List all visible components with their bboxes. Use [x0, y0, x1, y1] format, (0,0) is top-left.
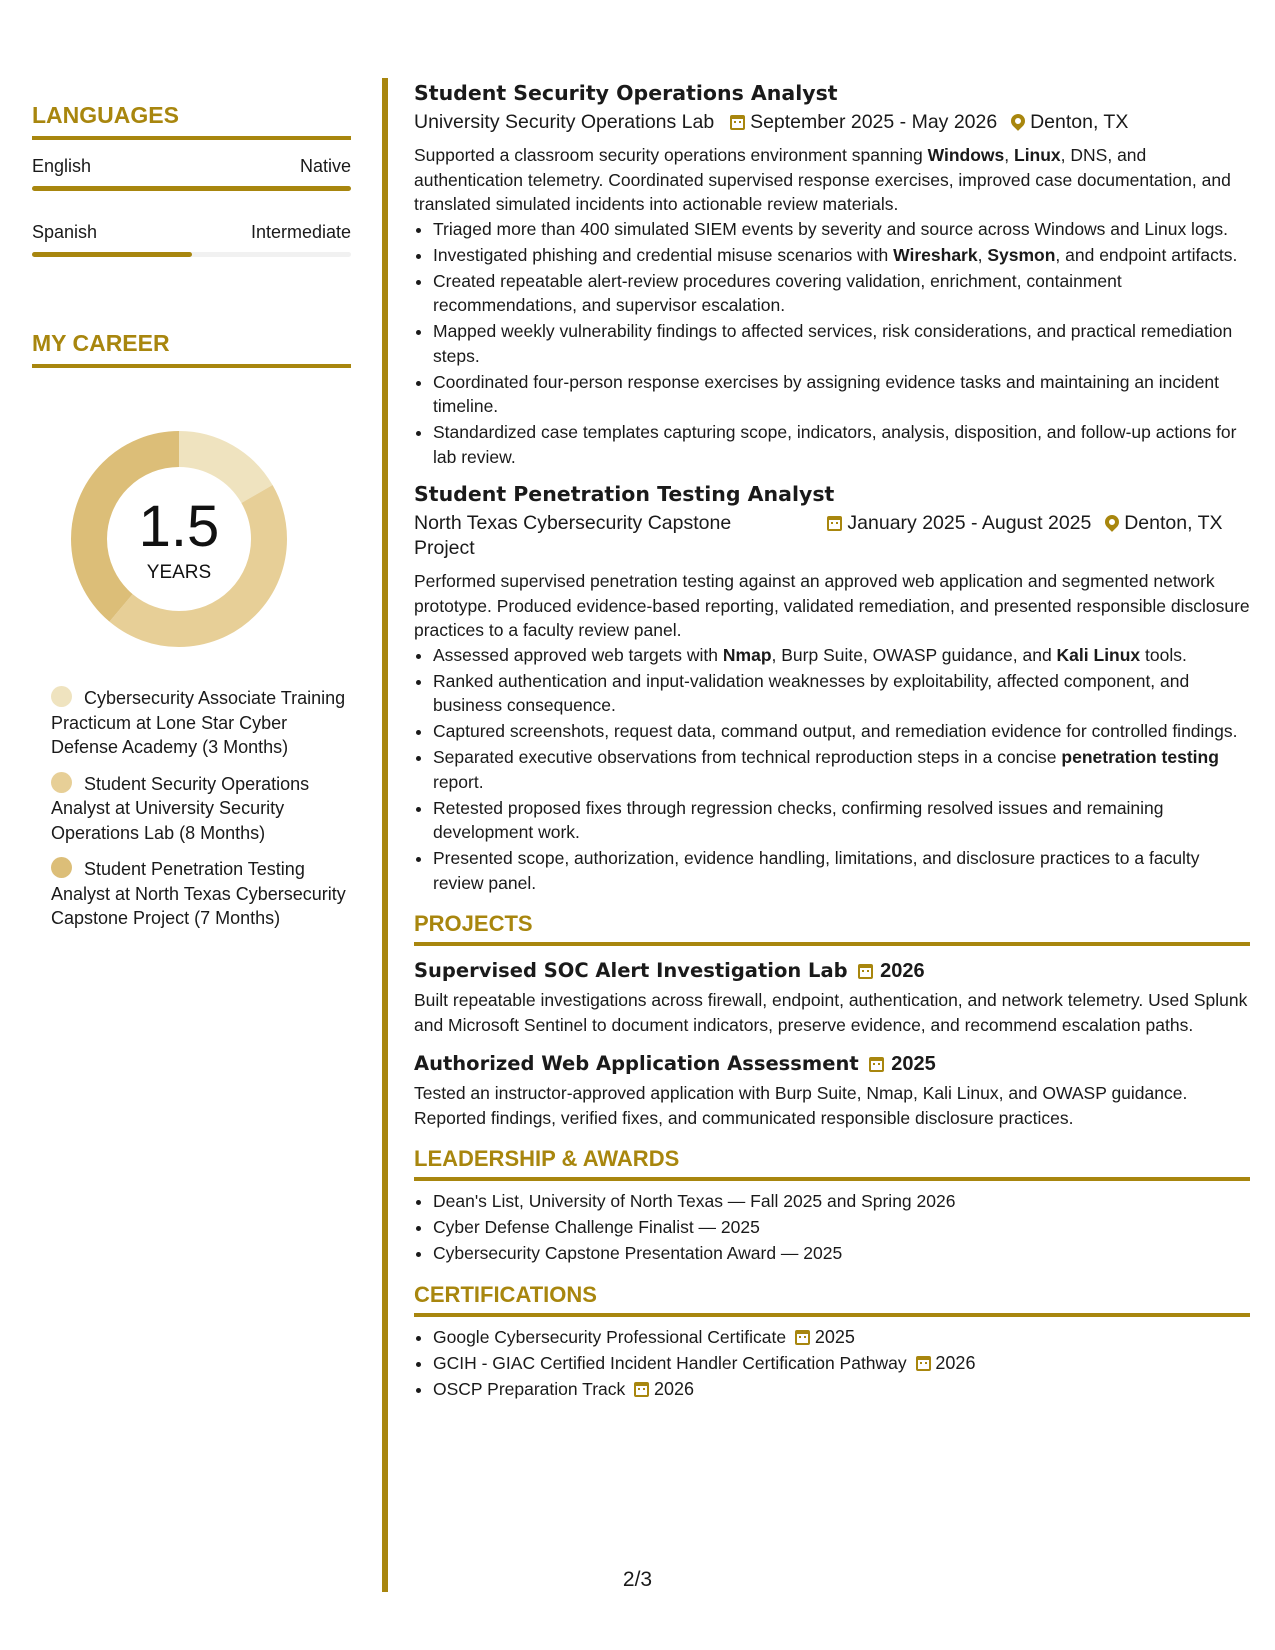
job-location: Denton, TX — [1030, 111, 1129, 133]
legend-dot — [51, 857, 72, 878]
job-meta — [414, 511, 1250, 561]
job-organization: University Security Operations Lab — [414, 111, 715, 133]
project-entry — [414, 956, 1250, 1037]
job-bullet: • Separated executive observations from technical reproduction steps in a concise penetration testing report. — [433, 745, 1250, 794]
job-bullet: • Presented scope, authorization, evidence handling, limitations, and disclosure practices to a faculty review panel. — [433, 846, 1250, 895]
certifications-list — [414, 1325, 1250, 1402]
career-item-text: Cybersecurity Associate Training Practicum at Lone Star Cyber Defense Academy (3 Months) — [51, 688, 346, 757]
certification-item — [433, 1351, 1250, 1376]
language-bar-fill — [32, 186, 351, 191]
certifications-heading: CERTIFICATIONS — [414, 1282, 1250, 1317]
certification-year: 2025 — [814, 1326, 855, 1347]
job-dates: September 2025 - May 2026 — [750, 111, 998, 133]
job-meta — [414, 110, 1250, 135]
page-number: 2/3 — [622, 1568, 653, 1591]
language-level: Intermediate — [250, 222, 351, 242]
career-donut-chart — [66, 426, 292, 652]
location-pin-icon — [1102, 512, 1122, 532]
awards-heading: LEADERSHIP & AWARDS — [414, 1146, 1250, 1181]
career-legend-item — [51, 772, 351, 846]
languages-heading: LANGUAGES — [32, 102, 351, 140]
location-pin-icon — [1008, 111, 1028, 131]
column-divider — [382, 78, 388, 1592]
job-bullets — [414, 643, 1250, 896]
project-title: Authorized Web Application Assessment — [414, 1052, 859, 1075]
calendar-icon — [795, 1330, 810, 1345]
project-description: Built repeatable investigations across firewall, endpoint, authentication, and network telemetry. Used Splunk and Microsoft Sentinel to document indicators, preserve evidence, and recommend escalation paths. — [414, 990, 1248, 1035]
job-title: Student Security Operations Analyst — [414, 81, 838, 105]
certification-year: 2026 — [654, 1378, 695, 1399]
language-name: Spanish — [32, 222, 98, 242]
career-legend-item — [51, 686, 351, 760]
job-dates-location — [827, 511, 1222, 536]
job-bullet: • Mapped weekly vulnerability findings to affected services, risk considerations, and practical remediation steps. — [433, 319, 1250, 368]
job-entry — [414, 479, 1250, 895]
right-column — [414, 78, 1250, 1403]
calendar-icon — [730, 115, 745, 130]
project-year: 2026 — [880, 960, 925, 982]
job-entry — [414, 78, 1250, 469]
job-title: Student Penetration Testing Analyst — [414, 482, 835, 506]
job-bullet: • Retested proposed fixes through regression checks, confirming resolved issues and remaining development work. — [433, 796, 1250, 845]
awards-list — [414, 1189, 1250, 1266]
certification-name: GCIH - GIAC Certified Incident Handler Certification Pathway — [433, 1352, 907, 1373]
career-item-text: Student Penetration Testing Analyst at North Texas Cybersecurity Capstone Project (7 Months) — [51, 859, 346, 928]
job-bullet: • Captured screenshots, request data, command output, and remediation evidence for controlled findings. — [433, 719, 1250, 744]
calendar-icon — [869, 1057, 884, 1072]
project-title-line — [414, 956, 1250, 986]
calendar-icon — [858, 964, 873, 979]
award-item: • Dean's List, University of North Texas — Fall 2025 and Spring 2026 — [433, 1189, 1250, 1214]
certification-item — [433, 1325, 1250, 1350]
job-organization: North Texas Cybersecurity Capstone Project — [414, 512, 732, 559]
job-bullet: • Standardized case templates capturing scope, indicators, analysis, disposition, and follow-up actions for lab review. — [433, 420, 1250, 469]
certification-name: Google Cybersecurity Professional Certificate — [433, 1326, 787, 1347]
language-bar-fill — [32, 252, 192, 257]
job-dates: January 2025 - August 2025 — [847, 512, 1092, 534]
award-item: • Cybersecurity Capstone Presentation Award — 2025 — [433, 1241, 1250, 1266]
job-bullet: • Coordinated four-person response exercises by assigning evidence tasks and maintaining an incident timeline. — [433, 370, 1250, 419]
projects-heading: PROJECTS — [414, 911, 1250, 946]
language-bar — [32, 252, 351, 257]
award-item: • Cyber Defense Challenge Finalist — 2025 — [433, 1215, 1250, 1240]
calendar-icon — [827, 516, 842, 531]
project-description: Tested an instructor-approved application with Burp Suite, Nmap, Kali Linux, and OWASP guidance. Reported findings, verified fixes, and communicated responsible disclosure practices. — [414, 1083, 1188, 1128]
job-bullet: • Created repeatable alert-review procedures covering validation, enrichment, containment recommendations, and supervisor escalation. — [433, 269, 1250, 318]
career-item-text: Student Security Operations Analyst at University Security Operations Lab (8 Months) — [51, 773, 310, 843]
job-bullet: • Triaged more than 400 simulated SIEM events by severity and source across Windows and Linux logs. — [433, 217, 1250, 242]
job-bullet: • Assessed approved web targets with Nmap, Burp Suite, OWASP guidance, and Kali Linux tools. — [433, 643, 1250, 668]
project-title-line — [414, 1049, 1250, 1079]
certification-name: OSCP Preparation Track — [433, 1378, 626, 1399]
calendar-icon — [916, 1356, 931, 1371]
career-years-unit: YEARS — [146, 562, 212, 583]
certification-item — [433, 1377, 1250, 1402]
career-years-value: 1.5 — [138, 494, 220, 559]
job-summary: Performed supervised penetration testing against an approved web application and segmented network prototype. Produced evidence-based reporting, validated remediation, and presented responsible disclosure practices to a faculty review panel. — [414, 571, 1250, 640]
job-bullet: • Ranked authentication and input-validation weaknesses by exploitability, affected component, and business consequence. — [433, 669, 1250, 718]
project-entry — [414, 1049, 1250, 1130]
career-heading: MY CAREER — [32, 330, 351, 368]
project-year: 2025 — [891, 1053, 936, 1075]
certification-year: 2026 — [935, 1352, 976, 1373]
job-bullet: • Investigated phishing and credential misuse scenarios with Wireshark, Sysmon, and endpoint artifacts. — [433, 243, 1250, 268]
language-bar — [32, 186, 351, 191]
legend-dot — [51, 772, 72, 793]
career-legend — [51, 686, 351, 943]
job-summary: Supported a classroom security operations environment spanning Windows, Linux, DNS, and authentication telemetry. Coordinated supervised response exercises, improved case documentation, and translated simulated incidents into actionable review materials. — [414, 145, 1231, 214]
career-legend-item — [51, 857, 351, 931]
language-level: Native — [299, 156, 351, 176]
language-name: English — [32, 156, 92, 176]
job-location: Denton, TX — [1124, 512, 1223, 534]
legend-dot — [51, 686, 72, 707]
project-title: Supervised SOC Alert Investigation Lab — [414, 959, 848, 982]
job-bullets — [414, 217, 1250, 470]
calendar-icon — [634, 1382, 649, 1397]
